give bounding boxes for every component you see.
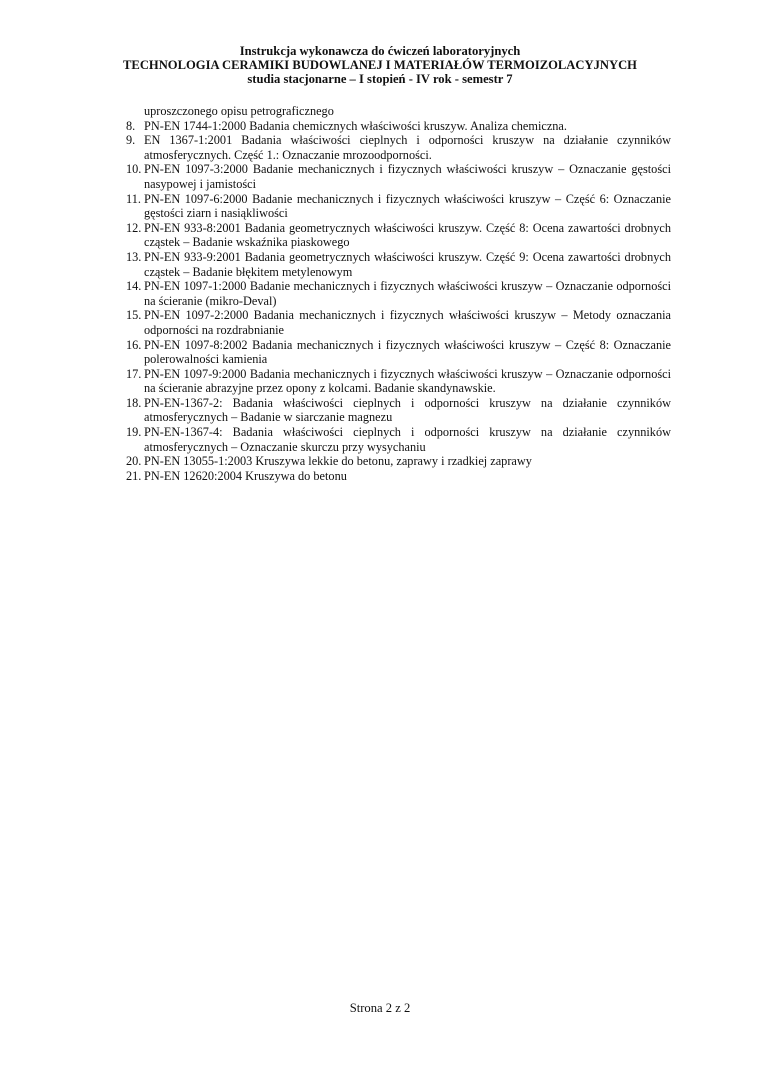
continuation-line: uproszczonego opisu petrograficznego: [144, 104, 334, 118]
list-item-text: EN 1367-1:2001 Badania właściwości cieplnych i odporności kruszyw na działanie czynników atmosferycznych. Część 1.: Oznaczanie mrozoodporności.: [144, 133, 671, 162]
list-item-text: PN-EN 1097-9:2000 Badania mechanicznych i fizycznych właściwości kruszyw – Oznaczanie odporności na ścieranie abrazyjne przez opony z kolcami. Badanie skandynawskie.: [144, 366, 671, 396]
list-item: [126, 454, 671, 469]
list-item: [126, 133, 671, 162]
list-item: [126, 192, 671, 221]
list-item: [126, 425, 671, 454]
list-item-text: PN-EN-1367-4: Badania właściwości cieplnych i odporności kruszyw na działanie czynników atmosferycznych – Oznaczanie skurczu przy wysychaniu: [144, 425, 671, 454]
list-item-number: 11.: [126, 191, 141, 206]
header-line-3: studia stacjonarne – I stopień - IV rok - semestr 7: [247, 72, 513, 86]
list-item: [126, 250, 671, 279]
list-item-number: 12.: [126, 220, 142, 235]
header-line-2: TECHNOLOGIA CERAMIKI BUDOWLANEJ I MATERIAŁÓW TERMOIZOLACYJNYCH: [123, 58, 637, 72]
list-item-number: 21.: [126, 468, 142, 483]
list-item: [126, 308, 671, 337]
list-item-number: 14.: [126, 279, 142, 294]
list-item-text: PN-EN 933-9:2001 Badania geometrycznych właściwości kruszyw. Część 9: Ocena zawartości drobnych cząstek – Badanie błękitem metylenowym: [144, 249, 671, 279]
list-item-text: PN-EN-1367-2: Badania właściwości cieplnych i odporności kruszyw na działanie czynników atmosferycznych – Badanie w siarczanie magnezu: [144, 395, 671, 425]
list-item-text: PN-EN 1097-2:2000 Badania mechanicznych i fizycznych właściwości kruszyw – Metody oznaczania odporności na rozdrabnianie: [144, 308, 671, 337]
page-footer: Strona 2 z 2: [349, 1001, 411, 1015]
list-item: [126, 367, 671, 396]
list-item-text: PN-EN 13055-1:2003 Kruszywa lekkie do betonu, zaprawy i rzadkiej zaprawy: [144, 454, 532, 469]
list-item-number: 18.: [126, 395, 142, 410]
list-item: [126, 119, 671, 134]
list-item-number: 10.: [126, 162, 142, 177]
list-item: [126, 396, 671, 425]
header-line-1: Instrukcja wykonawcza do ćwiczeń laboratoryjnych: [239, 44, 521, 58]
list-item-number: 8.: [126, 118, 136, 133]
list-item-number: 15.: [126, 308, 142, 323]
list-item: [126, 162, 671, 191]
list-item-number: 17.: [126, 366, 142, 381]
list-item: [126, 221, 671, 250]
list-item-text: PN-EN 1097-6:2000 Badanie mechanicznych i fizycznych właściwości kruszyw – Część 6: Oznaczanie gęstości ziarn i nasiąkliwości: [144, 191, 671, 221]
reference-list: [126, 104, 671, 483]
list-item-number: 13.: [126, 249, 142, 264]
list-item-text: PN-EN 1097-1:2000 Badanie mechanicznych i fizycznych właściwości kruszyw – Oznaczanie odporności na ścieranie (mikro-Deval): [144, 279, 671, 308]
list-item-number: 19.: [126, 425, 142, 440]
list-item-text: PN-EN 1744-1:2000 Badania chemicznych właściwości kruszyw. Analiza chemiczna.: [144, 118, 567, 133]
page-header: [0, 44, 760, 86]
list-item: [126, 279, 671, 308]
list-item: [126, 469, 671, 484]
list-item-text: PN-EN 12620:2004 Kruszywa do betonu: [144, 468, 347, 483]
list-item-number: 9.: [126, 133, 136, 148]
list-item-number: 16.: [126, 337, 142, 352]
list-item-text: PN-EN 1097-3:2000 Badanie mechanicznych i fizycznych właściwości kruszyw – Oznaczanie gęstości nasypowej i jamistości: [144, 162, 671, 191]
list-item: [126, 338, 671, 367]
list-item-text: PN-EN 1097-8:2002 Badania mechanicznych i fizycznych właściwości kruszyw – Część 8: Oznaczanie polerowalności kamienia: [144, 337, 671, 367]
list-item-text: PN-EN 933-8:2001 Badania geometrycznych właściwości kruszyw. Część 8: Ocena zawartości drobnych cząstek – Badanie wskaźnika piaskowego: [144, 220, 671, 250]
list-item-number: 20.: [126, 454, 142, 469]
